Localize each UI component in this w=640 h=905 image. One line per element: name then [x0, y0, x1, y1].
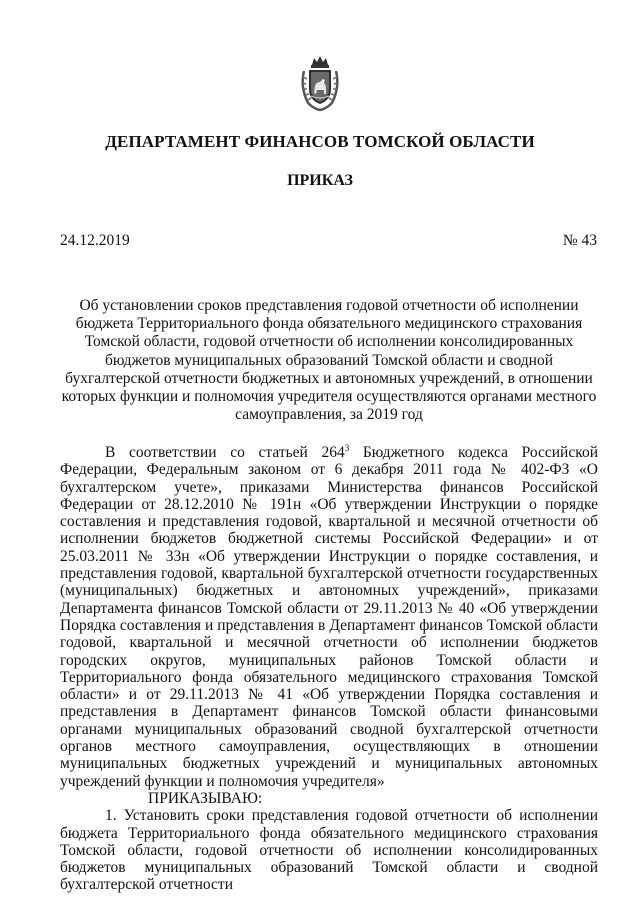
- document-subject: Об установлении сроков представления годовой отчетности об исполнении бюджета Территориального фонда обязательного медицинского страхования Томской области, годовой отчетности об исполнении консолидированных бюджетов муниципальных образований Томской области и сводной бухгалтерской отчетности бюджетных и автономных учреждений, в отношении которых функции и полномочия учредителя осуществляются органами местного самоуправления, за 2019 год: [61, 297, 597, 424]
- document-date: 24.12.2019: [60, 232, 130, 249]
- command-line: ПРИКАЗЫВАЮ:: [148, 789, 263, 807]
- tomsk-coat-of-arms-icon: [298, 53, 342, 113]
- document-body: [60, 444, 598, 894]
- department-title: ДЕПАРТАМЕНТ ФИНАНСОВ ТОМСКОЙ ОБЛАСТИ: [105, 132, 535, 151]
- preamble-start: В соответствии со статьей 264: [105, 444, 345, 461]
- document-type: ПРИКАЗ: [287, 172, 353, 189]
- preamble-paragraph: [60, 444, 598, 790]
- article-superscript: 3: [344, 442, 350, 453]
- document-number: № 43: [562, 232, 597, 249]
- preamble-rest: Бюджетного кодекса Российской Федерации, Федеральным законом от 6 декабря 2011 года № 402-ФЗ «О бухгалтерском учете», приказами Министерства финансов Российской Федерации от 28.12.2010 № 191н «Об утверждении Инструкции о порядке составления и представления годовой, квартальной и месячной отчетности об исполнении бюджетов бюджетной системы Российской Федерации» и от 25.03.2011 № 33н «Об утверждении Инструкции о порядке составления, и представления годовой, квартальной бухгалтерской отчетности государственных (муниципальных) бюджетных и автономных учреждений», приказами Департамента финансов Томской области от 29.11.2013 № 40 «Об утверждении Порядка составления и представления в Департамент финансов Томской области годовой, квартальной и месячной отчетности об исполнении бюджетов городских округов, муниципальных районов Томской области и Территориального фонда обязательного медицинского страхования Томской области» и от 29.11.2013 № 41 «Об утверждении Порядка составления и представления в Департамент финансов Томской области финансовыми органами муниципальных образований сводной бухгалтерской отчетности органов местного самоуправления, осуществляющих в отношении муниципальных бюджетных учреждений и муниципальных автономных учреждений функции и полномочия учредителя»: [60, 444, 599, 790]
- item-1-paragraph: 1. Установить сроки представления годовой отчетности об исполнении бюджета Территориального фонда обязательного медицинского страхования Томской области, годовой отчетности об исполнении консолидированных бюджетов муниципальных образований Томской области и сводной бухгалтерской отчетности: [60, 807, 598, 894]
